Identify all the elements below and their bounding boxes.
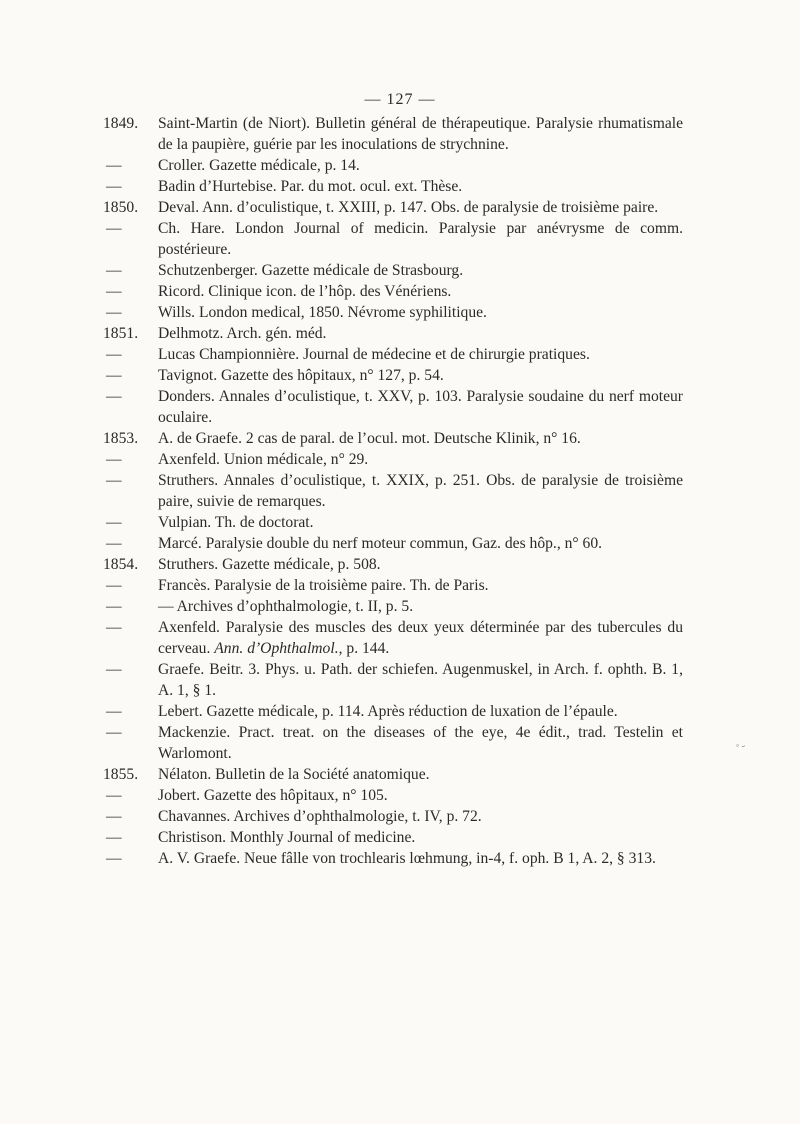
bibliography-entry xyxy=(103,428,683,449)
ditto-dash: — xyxy=(106,850,122,867)
entry-year: 1854. xyxy=(103,556,139,573)
ditto-dash: — xyxy=(106,157,122,174)
entry-citation: Lucas Championnière. Journal de médecine et de chirurgie pratiques. xyxy=(158,346,590,363)
entry-text xyxy=(158,302,683,323)
ditto-dash: — xyxy=(106,304,122,321)
entry-text xyxy=(158,554,683,575)
ditto-dash: — xyxy=(106,808,122,825)
entry-citation: Mackenzie. Pract. treat. on the diseases of the eye, 4e édit., trad. Testelin et Warlomont. xyxy=(158,724,683,762)
bibliography-entry xyxy=(103,659,683,701)
ditto-dash: — xyxy=(106,178,122,195)
entry-text xyxy=(158,659,683,701)
ditto-dash: — xyxy=(106,619,122,636)
bibliography-entry xyxy=(103,197,683,218)
entry-citation: A. de Graefe. 2 cas de paral. de l’ocul. mot. Deutsche Klinik, n° 16. xyxy=(158,430,581,447)
ditto-dash: — xyxy=(106,388,122,405)
entry-citation: Donders. Annales d’oculistique, t. XXV, p. 103. Paralysie soudaine du nerf moteur oculaire. xyxy=(158,388,683,426)
bibliography-entry xyxy=(103,701,683,722)
entry-citation: Francès. Paralysie de la troisième paire. Th. de Paris. xyxy=(158,577,489,594)
bibliography-entry xyxy=(103,596,683,617)
entry-text xyxy=(158,806,683,827)
bibliography-entry xyxy=(103,617,683,659)
entry-text xyxy=(158,155,683,176)
entry-citation: Schutzenberger. Gazette médicale de Strasbourg. xyxy=(158,262,464,279)
bibliography-list xyxy=(103,113,683,869)
entry-citation: Axenfeld. Union médicale, n° 29. xyxy=(158,451,369,468)
entry-text xyxy=(158,344,683,365)
entry-text xyxy=(158,176,683,197)
entry-text xyxy=(158,596,683,617)
entry-text xyxy=(158,197,683,218)
entry-citation: Badin d’Hurtebise. Par. du mot. ocul. ext. Thèse. xyxy=(158,178,463,195)
ditto-dash: — xyxy=(106,535,122,552)
bibliography-entry xyxy=(103,827,683,848)
ditto-dash: — xyxy=(106,220,122,237)
entry-text xyxy=(158,848,683,869)
entry-text xyxy=(158,113,683,155)
bibliography-entry xyxy=(103,848,683,869)
entry-text xyxy=(158,260,683,281)
ditto-dash: — xyxy=(106,661,122,678)
entry-citation: Lebert. Gazette médicale, p. 114. Après réduction de luxation de l’épaule. xyxy=(158,703,618,720)
entry-citation: Vulpian. Th. de doctorat. xyxy=(158,514,314,531)
bibliography-entry xyxy=(103,533,683,554)
ditto-dash: — xyxy=(106,577,122,594)
bibliography-entry xyxy=(103,722,683,764)
entry-citation: Saint-Martin (de Niort). Bulletin général de thérapeutique. Paralysie rhumatismale de la paupière, guérie par les inoculations de strychnine. xyxy=(158,115,683,153)
entry-year: 1853. xyxy=(103,430,139,447)
entry-text xyxy=(158,575,683,596)
ditto-dash: — xyxy=(106,262,122,279)
entry-citation: Axenfeld. Paralysie des muscles des deux yeux déterminée par des tubercules du cerveau. xyxy=(158,619,683,657)
bibliography-entry xyxy=(103,176,683,197)
bibliography-entry xyxy=(103,302,683,323)
bibliography-entry xyxy=(103,554,683,575)
bibliography-entry xyxy=(103,386,683,428)
entry-text xyxy=(158,827,683,848)
entry-text xyxy=(158,764,683,785)
bibliography-entry xyxy=(103,365,683,386)
entry-citation: Ricord. Clinique icon. de l’hôp. des Vénériens. xyxy=(158,283,452,300)
bibliography-entry xyxy=(103,449,683,470)
ditto-dash: — xyxy=(106,598,122,615)
entry-citation: Croller. Gazette médicale, p. 14. xyxy=(158,157,360,174)
entry-citation: Tavignot. Gazette des hôpitaux, n° 127, p. 54. xyxy=(158,367,444,384)
bibliography-entry xyxy=(103,323,683,344)
ditto-dash: — xyxy=(106,787,122,804)
ditto-dash: — xyxy=(106,346,122,363)
entry-text xyxy=(158,722,683,764)
entry-citation: Nélaton. Bulletin de la Société anatomique. xyxy=(158,766,430,783)
entry-text xyxy=(158,281,683,302)
bibliography-entry xyxy=(103,113,683,155)
entry-citation: Jobert. Gazette des hôpitaux, n° 105. xyxy=(158,787,388,804)
ditto-dash: — xyxy=(106,514,122,531)
entry-text xyxy=(158,533,683,554)
ditto-dash: — xyxy=(106,829,122,846)
entry-citation: Struthers. Annales d’oculistique, t. XXIX, p. 251. Obs. de paralysie de troisième paire, suivie de remarques. xyxy=(158,472,683,510)
entry-citation: Delhmotz. Arch. gén. méd. xyxy=(158,325,327,342)
entry-citation: Christison. Monthly Journal of medicine. xyxy=(158,829,416,846)
entry-text xyxy=(158,512,683,533)
ditto-dash: — xyxy=(106,451,122,468)
entry-text xyxy=(158,428,683,449)
entry-text xyxy=(158,617,683,659)
bibliography-entry xyxy=(103,512,683,533)
entry-citation: Deval. Ann. d’oculistique, t. XXIII, p. 147. Obs. de paralysie de troisième paire. xyxy=(158,199,659,216)
entry-journal-title: Ann. d’Ophthalmol. xyxy=(214,640,339,657)
entry-text xyxy=(158,323,683,344)
entry-citation: Chavannes. Archives d’ophthalmologie, t. IV, p. 72. xyxy=(158,808,482,825)
bibliography-entry xyxy=(103,785,683,806)
bibliography-entry xyxy=(103,470,683,512)
entry-text xyxy=(158,449,683,470)
bibliography-entry xyxy=(103,281,683,302)
entry-citation: Struthers. Gazette médicale, p. 508. xyxy=(158,556,381,573)
entry-year: 1855. xyxy=(103,766,139,783)
bibliography-entry xyxy=(103,260,683,281)
bibliography-entry xyxy=(103,764,683,785)
entry-citation: Marcé. Paralysie double du nerf moteur commun, Gaz. des hôp., n° 60. xyxy=(158,535,603,552)
entry-citation: Graefe. Beitr. 3. Phys. u. Path. der schiefen. Augenmuskel, in Arch. f. ophth. B. 1, A. 1, § 1. xyxy=(158,661,683,699)
entry-text xyxy=(158,785,683,806)
entry-citation: Ch. Hare. London Journal of medicin. Paralysie par anévrysme de comm. postérieure. xyxy=(158,220,683,258)
margin-mark: ﾟ ᷄ xyxy=(736,745,744,756)
entry-citation-tail: , p. 144. xyxy=(338,640,390,657)
bibliography-entry xyxy=(103,344,683,365)
entry-text xyxy=(158,386,683,428)
ditto-dash: — xyxy=(106,703,122,720)
entry-text xyxy=(158,365,683,386)
entry-year: 1850. xyxy=(103,199,139,216)
entry-text xyxy=(158,701,683,722)
bibliography-entry xyxy=(103,575,683,596)
ditto-dash: — xyxy=(106,724,122,741)
entry-citation: A. V. Graefe. Neue fâlle von trochlearis lœhmung, in-4, f. oph. B 1, A. 2, § 313. xyxy=(158,850,656,867)
entry-text xyxy=(158,218,683,260)
ditto-dash: — xyxy=(106,367,122,384)
entry-year: 1849. xyxy=(103,115,139,132)
bibliography-entry xyxy=(103,155,683,176)
ditto-dash: — xyxy=(106,283,122,300)
ditto-dash: — xyxy=(106,472,122,489)
entry-citation: Wills. London medical, 1850. Névrome syphilitique. xyxy=(158,304,487,321)
entry-year: 1851. xyxy=(103,325,139,342)
bibliography-entry xyxy=(103,806,683,827)
page-number: — 127 — xyxy=(364,91,436,108)
bibliography-entry xyxy=(103,218,683,260)
entry-citation: — Archives d’ophthalmologie, t. II, p. 5. xyxy=(158,598,414,615)
entry-text xyxy=(158,470,683,512)
